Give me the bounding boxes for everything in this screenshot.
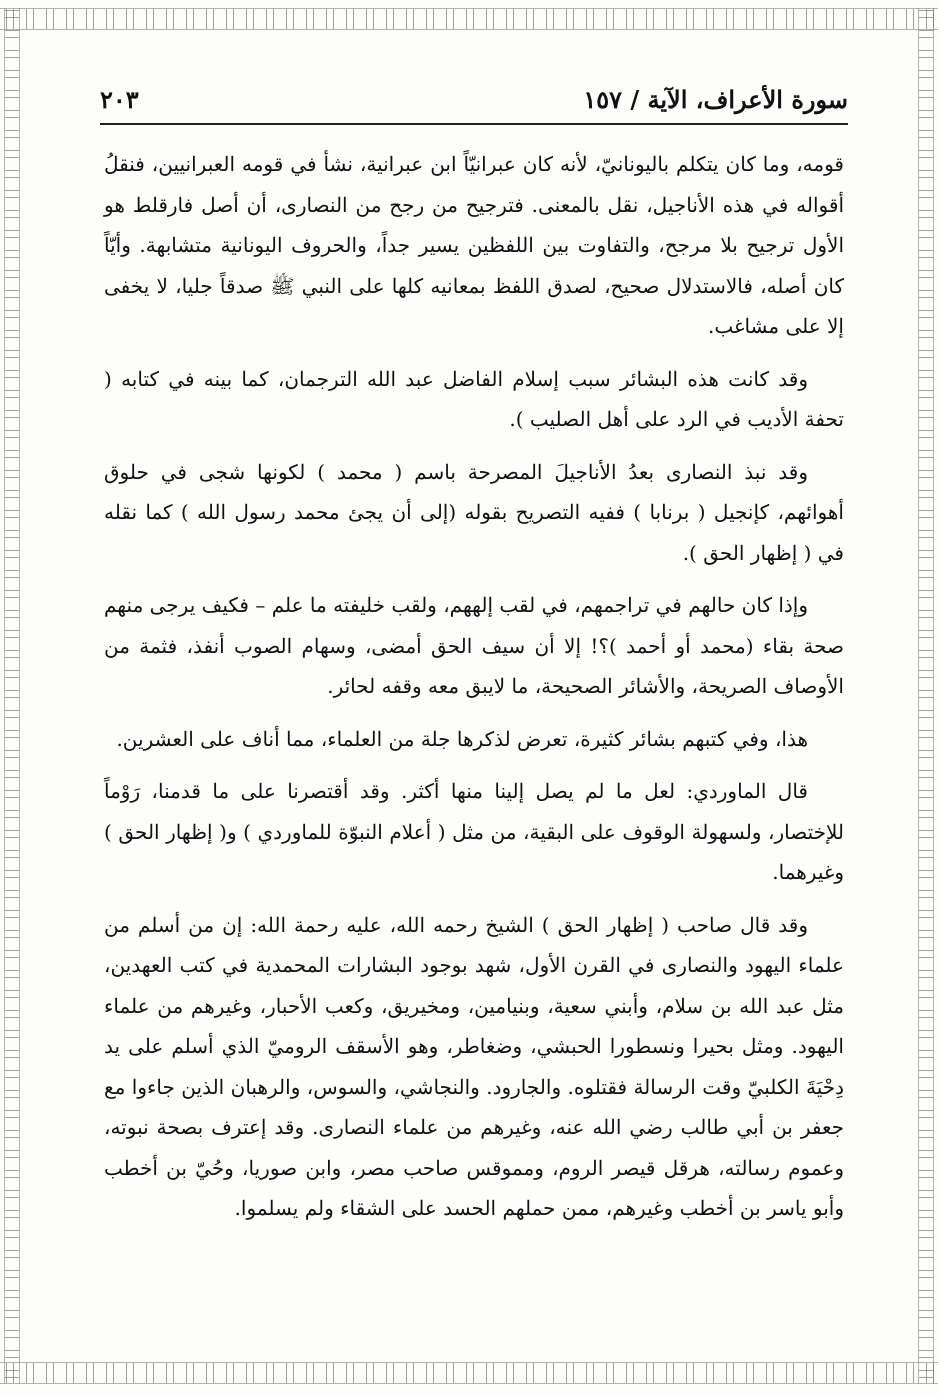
decorative-border-top xyxy=(0,8,938,30)
paragraph-4: وإذا كان حالهم في تراجمهم، في لقب إلههم، ولقب خليفته ما علم – فكيف يرجى منهم صحة بقاء (محمد أو أحمد )؟! إلا أن سيف الحق أمضى، وسهام الصوب أنفذ، فثمة من الأوصاف الصريحة، والأشائر الصحيحة، ما لايبق معه وقفه لحائر. xyxy=(104,593,844,698)
paragraph-6: قال الماوردي: لعل ما لم يصل إلينا منها أكثر. وقد أقتصرنا على ما قدمنا، رَوْماً للإختصار، ولسهولة الوقوف على البقية، من مثل ( أعلام النبوّة للماوردي ) و( إظهار الحق ) وغيرهما. xyxy=(104,779,844,884)
body-text xyxy=(104,144,844,1241)
paragraph-1: قومه، وما كان يتكلم باليونانيّ، لأنه كان عبرانيّاً ابن عبرانية، نشأ في قومه العبرانيين، فنقلُ أقواله في هذه الأناجيل، نقل بالمعنى. فترجيح من رجح من النصارى، أن أصل فارقلط هو الأول ترجيح بلا مرجح، والتفاوت بين اللفظين يسير جداً، والحروف اليونانية متشابهة. وأيّاً كان أصله، فالاستدلال صحيح، لصدق اللفظ بمعانيه كلها على النبي ﷺ صدقاً جليا، لا يخفى إلا على مشاغب. xyxy=(104,152,844,338)
page-number: ٢٠٣ xyxy=(100,85,139,114)
decorative-border-right xyxy=(918,8,934,1384)
page-title: سورة الأعراف، الآية / ١٥٧ xyxy=(583,85,848,114)
paragraph-3: وقد نبذ النصارى بعدُ الأناجيلَ المصرحة باسم ( محمد ) لكونها شجى في حلوق أهوائهم، كإنجيل ( برنابا ) ففيه التصريح بقوله (إلى أن يجئ محمد رسول الله ) كما نقله في ( إظهار الحق ). xyxy=(104,459,844,565)
decorative-border-bottom xyxy=(0,1362,938,1384)
page-header xyxy=(100,80,848,120)
header-divider xyxy=(100,123,848,125)
paragraph-7: وقد قال صاحب ( إظهار الحق ) الشيخ رحمه الله، عليه رحمة الله: إن من أسلم من علماء اليهود والنصارى في القرن الأول، شهد بوجود البشارات المحمدية في كتب العهدين، مثل عبد الله بن سلام، وأبني سعية، وبنيامين، ومخيريق، وكعب الأحبار، وغيرهم من علماء اليهود. ومثل بحيرا ونسطورا الحبشي، وضغاطر، وهو الأسقف الروميّ الذي أسلم على يد دِحْيَةَ الكلبيّ وقت الرسالة فقتلوه. والجارود. والنجاشي، والسوس، والرهبان الذين جاءوا مع جعفر بن أبي طالب رضي الله عنه، وغيرهم من علماء النصارى. وقد إعترف بصحة نبوته، وعموم رسالته، هرقل قيصر الروم، ومموقس صاحب مصر، وابن صوريا، وحُيّ بن أخطب وأبو ياسر بن أخطب وغيرهم، ممن حملهم الحسد على الشقاء ولم يسلموا. xyxy=(104,912,844,1220)
decorative-border-left xyxy=(4,8,20,1384)
paragraph-2: وقد كانت هذه البشائر سبب إسلام الفاضل عبد الله الترجمان، كما بينه في كتابه ( تحفة الأديب في الرد على أهل الصليب ). xyxy=(104,366,844,431)
paragraph-5: هذا، وفي كتبهم بشائر كثيرة، تعرض لذكرها جلة من العلماء، مما أناف على العشرين. xyxy=(116,726,808,751)
